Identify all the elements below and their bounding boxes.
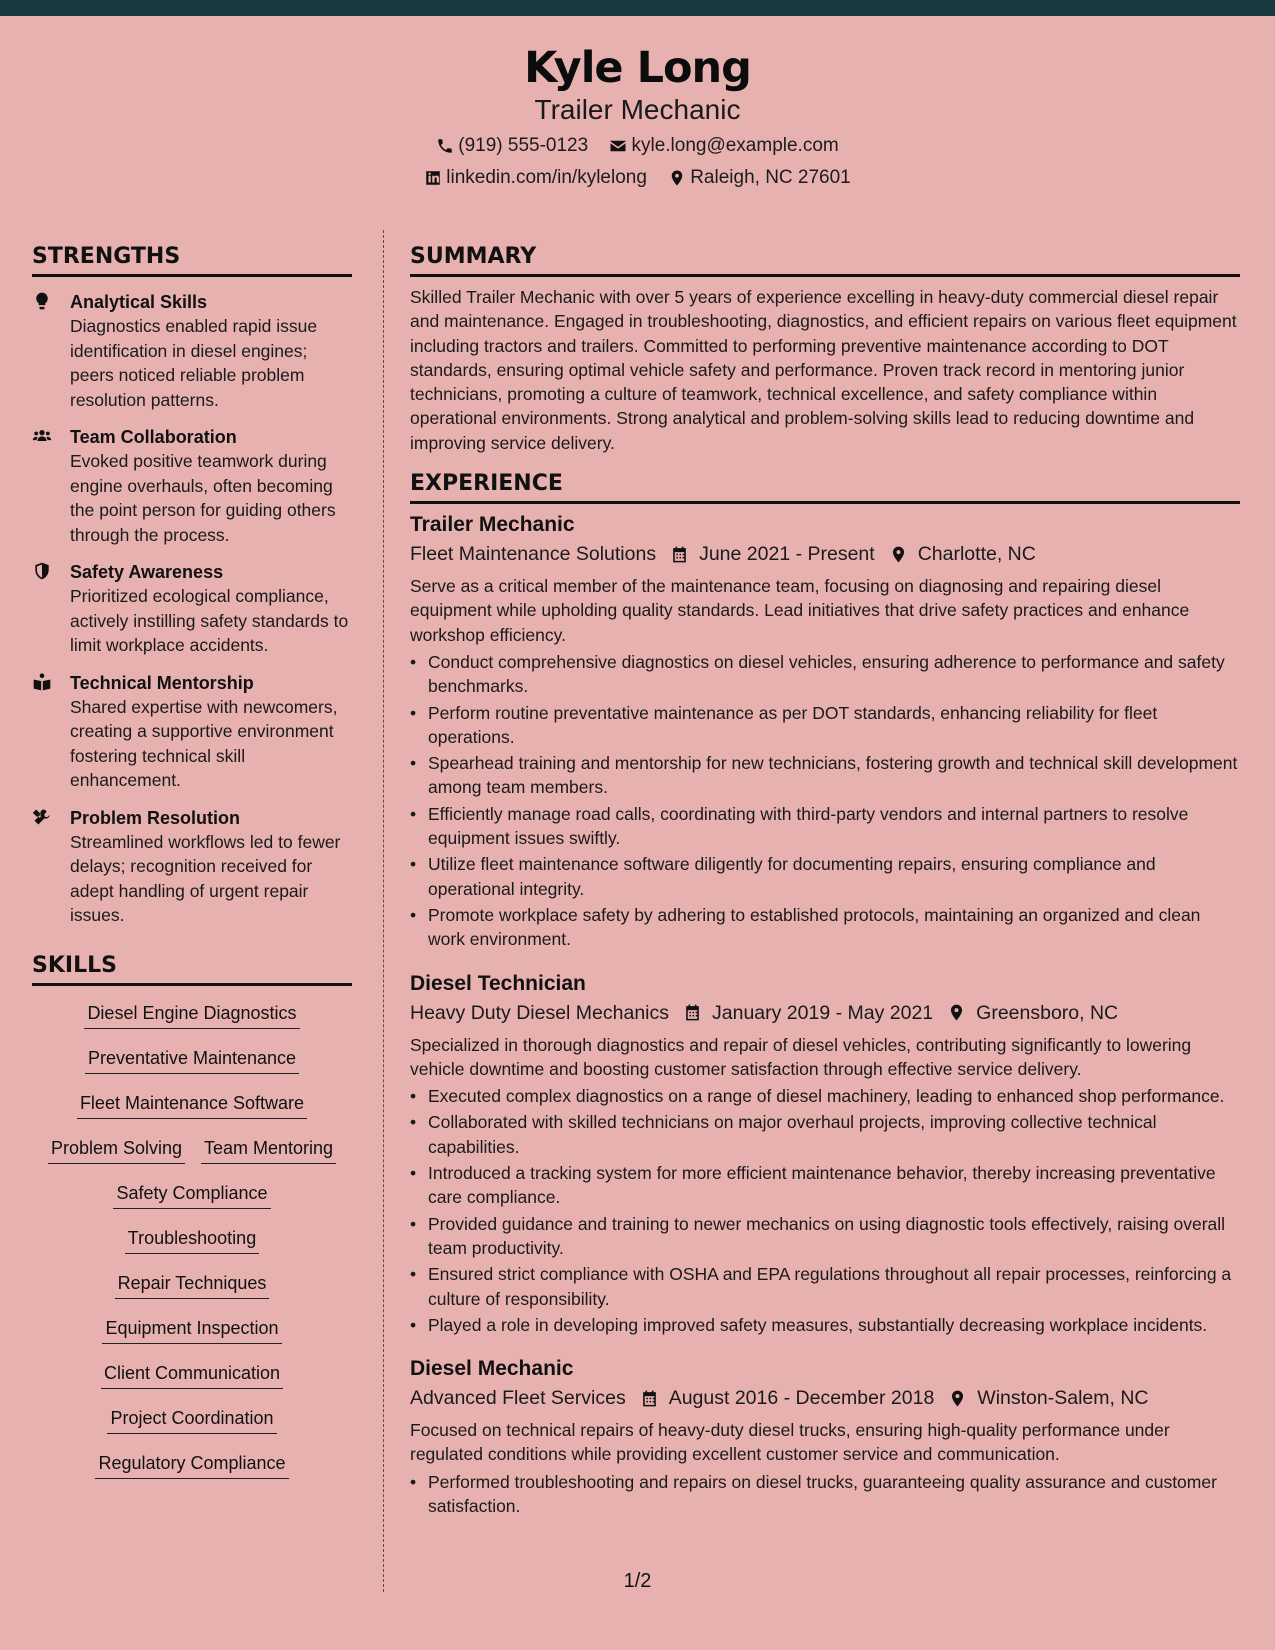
summary-text: Skilled Trailer Mechanic with over 5 years of experience excelling in heavy-duty commercial diesel repair and maintenance. Engaged in troubleshooting, diagnostics, and efficient repairs on various fleet equipment including tractors and trailers. Committed to performing preventive maintenance according to DOT standards, ensuring optimal vehicle safety and performance. Proven track record in mentoring junior technicians, promoting a culture of teamwork, technical excellence, and safety compliance within operational environments. Strong analytical and problem-solving skills lead to reducing downtime and improving service delivery. [410, 287, 1237, 453]
job-title: Diesel Mechanic [410, 1357, 574, 1381]
skill-tag: Problem Solving [48, 1136, 185, 1164]
email-item[interactable] [609, 135, 838, 158]
bullet-item: • Performed troubleshooting and repairs on diesel trucks, guaranteeing quality assurance and customer satisfaction. [410, 1470, 1240, 1519]
skill-tag: Team Mentoring [201, 1136, 336, 1164]
experience-heading: EXPERIENCE [410, 471, 1240, 504]
job-location: Winston-Salem, NC [977, 1387, 1149, 1410]
job-company: Fleet Maintenance Solutions [410, 543, 657, 566]
strengths-heading: STRENGTHS [32, 244, 352, 277]
strength-item [32, 425, 352, 547]
strength-desc: Prioritized ecological compliance, actively instilling safety standards to limit workplace accidents. [70, 586, 349, 655]
strength-title: Team Collaboration [70, 427, 237, 447]
map-marker-icon [889, 545, 908, 564]
strength-title: Safety Awareness [70, 562, 224, 582]
strength-title: Analytical Skills [70, 292, 208, 312]
linkedin-icon [424, 169, 442, 187]
bullet-item: • Perform routine preventative maintenance as per DOT standards, enhancing reliability for fleet operations. [410, 701, 1240, 750]
skill-tag: Troubleshooting [125, 1226, 259, 1254]
tools-icon [32, 807, 54, 829]
job-location: Charlotte, NC [917, 543, 1036, 566]
job-bullets [410, 1470, 1240, 1519]
right-column [410, 244, 1240, 1520]
calendar-icon [640, 1389, 659, 1408]
bullet-item: • Provided guidance and training to newer mechanics on using diagnostic tools effectively, raising overall team productivity. [410, 1212, 1240, 1261]
bullet-item: • Executed complex diagnostics on a range of diesel machinery, leading to enhanced shop performance. [410, 1084, 1240, 1108]
skill-tag: Diesel Engine Diagnostics [84, 1001, 299, 1029]
strength-title: Technical Mentorship [70, 672, 254, 693]
bullet-item: • Collaborated with skilled technicians on major overhaul projects, improving collective technical capabilities. [410, 1110, 1240, 1159]
strength-item [32, 671, 352, 793]
skill-tag: Equipment Inspection [102, 1316, 281, 1344]
phone-text: (919) 555-0123 [458, 135, 589, 156]
job-bullets [410, 1084, 1240, 1337]
strength-desc: Shared expertise with newcomers, creating a supportive environment fostering technical skill enhancement. [70, 696, 338, 790]
job-meta [410, 1384, 1240, 1412]
strength-item [32, 806, 352, 928]
phone-icon [436, 137, 454, 155]
job-meta [410, 540, 1240, 568]
column-divider [383, 230, 384, 1592]
email-text: kyle.long@example.com [631, 135, 839, 156]
skill-tag: Repair Techniques [115, 1271, 270, 1299]
job-entry [410, 511, 1240, 951]
skill-tag: Safety Compliance [113, 1181, 270, 1209]
bullet-item: • Introduced a tracking system for more efficient maintenance behavior, thereby increasing preventative care compliance. [410, 1161, 1240, 1210]
skill-tag: Project Coordination [107, 1406, 276, 1434]
left-column [32, 244, 352, 1496]
linkedin-item[interactable] [424, 167, 647, 190]
job-dates: June 2021 - Present [699, 543, 875, 566]
strength-title: Problem Resolution [70, 807, 241, 828]
skill-tag: Client Communication [101, 1361, 283, 1389]
lightbulb-icon [32, 291, 54, 313]
job-title: Diesel Technician [410, 971, 586, 995]
map-marker-icon [947, 1003, 966, 1022]
skill-tag: Regulatory Compliance [95, 1451, 288, 1479]
map-marker-icon [948, 1389, 967, 1408]
job-description: Specialized in thorough diagnostics and repair of diesel vehicles, contributing significantly to lowering vehicle downtime and boosting customer satisfaction through effective service delivery. [410, 1034, 1192, 1079]
bullet-item: • Conduct comprehensive diagnostics on diesel vehicles, ensuring adherence to performance and safety benchmarks. [410, 650, 1240, 699]
bullet-item: • Ensured strict compliance with OSHA and EPA regulations throughout all repair processes, reinforcing a culture of responsibility. [410, 1262, 1240, 1311]
job-description: Focused on technical repairs of heavy-duty diesel trucks, ensuring high-quality performance under regulated conditions while providing excellent customer service and communication. [410, 1420, 1170, 1465]
job-meta [410, 999, 1240, 1027]
strength-desc: Evoked positive teamwork during engine overhauls, often becoming the point person for guiding others through the process. [70, 451, 336, 545]
skill-tag: Preventative Maintenance [85, 1046, 299, 1074]
envelope-icon [609, 137, 627, 155]
bullet-item: • Played a role in developing improved safety measures, substantially decreasing workplace incidents. [410, 1313, 1240, 1337]
job-entry [410, 1355, 1240, 1518]
job-location: Greensboro, NC [976, 1001, 1119, 1024]
strength-desc: Streamlined workflows led to fewer delays; recognition received for adept handling of urgent repair issues. [70, 831, 341, 925]
candidate-name: Kyle Long [524, 43, 751, 93]
shield-icon [32, 561, 54, 583]
job-dates: August 2016 - December 2018 [668, 1387, 935, 1410]
page-number: 1/2 [623, 1570, 652, 1592]
resume-header [0, 16, 1275, 205]
phone-item [436, 135, 588, 158]
skills-list [32, 1001, 352, 1496]
candidate-role: Trailer Mechanic [534, 94, 741, 125]
bullet-item: • Utilize fleet maintenance software diligently for documenting repairs, ensuring compliance and operational integrity. [410, 852, 1240, 901]
linkedin-text: linkedin.com/in/kylelong [446, 167, 647, 188]
users-icon [32, 426, 54, 448]
job-description: Serve as a critical member of the maintenance team, focusing on diagnosing and repairing diesel equipment while upholding quality standards. Lead initiatives that drive safety practices and enhance workshop efficiency. [410, 576, 1190, 645]
job-title: Trailer Mechanic [410, 513, 575, 537]
skills-heading: SKILLS [32, 953, 352, 986]
job-bullets [410, 650, 1240, 952]
job-company: Heavy Duty Diesel Mechanics [410, 1001, 670, 1024]
job-dates: January 2019 - May 2021 [712, 1001, 934, 1024]
location-item [668, 167, 851, 190]
strength-item [32, 560, 352, 658]
bullet-item: • Promote workplace safety by adhering to established protocols, maintaining an organized and clean work environment. [410, 903, 1240, 952]
book-reader-icon [32, 672, 54, 694]
location-text: Raleigh, NC 27601 [690, 167, 851, 188]
strength-desc: Diagnostics enabled rapid issue identification in diesel engines; peers noticed reliable problem resolution patterns. [70, 316, 318, 410]
job-entry [410, 970, 1240, 1338]
summary-heading: SUMMARY [410, 244, 1240, 277]
job-company: Advanced Fleet Services [410, 1387, 626, 1410]
calendar-icon [670, 545, 689, 564]
top-accent-bar [0, 0, 1275, 16]
strength-item [32, 290, 352, 412]
bullet-item: • Efficiently manage road calls, coordinating with third-party vendors and internal partners to resolve equipment issues swiftly. [410, 802, 1240, 851]
bullet-item: • Spearhead training and mentorship for new technicians, fostering growth and technical skill development among team members. [410, 751, 1240, 800]
calendar-icon [683, 1003, 702, 1022]
skill-tag: Fleet Maintenance Software [77, 1091, 307, 1119]
map-marker-icon [668, 169, 686, 187]
contact-row-1 [0, 135, 1275, 162]
contact-row-2 [0, 167, 1275, 194]
